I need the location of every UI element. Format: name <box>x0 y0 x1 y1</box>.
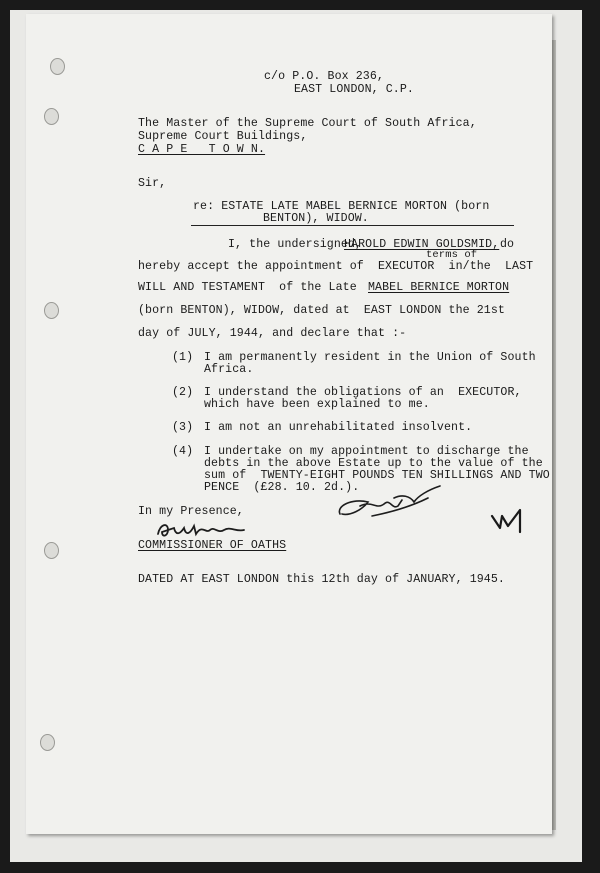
item-4-line-3: sum of TWENTY-EIGHT POUNDS TEN SHILLINGS AND TWO <box>204 469 550 482</box>
recipient-line-3: C A P E T O W N. <box>138 143 266 156</box>
item-4-line-2: debts in the above Estate up to the value of the <box>204 457 543 470</box>
executor-name: HAROLD EDWIN GOLDSMID, <box>344 238 500 251</box>
item-2-number: (2) <box>172 386 194 399</box>
item-2-line-2: which have been explained to me. <box>204 398 430 411</box>
address-line-2: EAST LONDON, C.P. <box>294 83 414 96</box>
item-2-line-1: I understand the obligations of an EXECUTOR, <box>204 386 522 399</box>
item-1-line-1: I am permanently resident in the Union of South <box>204 351 536 364</box>
recipient-line-1: The Master of the Supreme Court of South Africa, <box>138 117 477 130</box>
presence-label: In my Presence, <box>138 505 244 518</box>
re-line-2: BENTON), WIDOW. <box>263 212 369 225</box>
check-mark <box>488 506 524 536</box>
punch-hole-3 <box>44 302 59 319</box>
handwritten-insertion: terms of <box>426 249 478 261</box>
body-line-1-intro: I, the undersigned, <box>228 238 363 251</box>
body-line-1-end: do <box>500 238 515 251</box>
salutation: Sir, <box>138 177 167 190</box>
re-line-1: re: ESTATE LATE MABEL BERNICE MORTON (born <box>193 200 490 213</box>
item-3-number: (3) <box>172 421 194 434</box>
body-line-3: WILL AND TESTAMENT of the Late <box>138 281 357 294</box>
item-4-line-1: I undertake on my appointment to discharge the <box>204 445 529 458</box>
item-3-line-1: I am not an unrehabilitated insolvent. <box>204 421 473 434</box>
body-line-4: (born BENTON), WIDOW, dated at EAST LONDON the 21st <box>138 304 505 317</box>
address-line-1: c/o P.O. Box 236, <box>264 70 384 83</box>
item-1-number: (1) <box>172 351 194 364</box>
body-line-2: hereby accept the appointment of EXECUTOR in/the LAST <box>138 260 534 273</box>
executor-signature <box>332 476 452 526</box>
recipient-line-2: Supreme Court Buildings, <box>138 130 308 143</box>
document-page <box>26 14 552 834</box>
body-line-5: day of JULY, 1944, and declare that :- <box>138 327 407 340</box>
item-4-line-4: PENCE (£28. 10. 2d.). <box>204 481 360 494</box>
punch-hole-2 <box>44 108 59 125</box>
item-1-line-2: Africa. <box>204 363 254 376</box>
commissioner-of-oaths: COMMISSIONER OF OATHS <box>138 539 287 552</box>
punch-hole-5 <box>40 734 55 751</box>
re-underline <box>191 225 514 226</box>
page-edge-shadow <box>552 40 556 830</box>
testator-name: MABEL BERNICE MORTON <box>368 281 510 294</box>
item-4-number: (4) <box>172 445 194 458</box>
punch-hole-4 <box>44 542 59 559</box>
dated-line: DATED AT EAST LONDON this 12th day of JANUARY, 1945. <box>138 573 505 586</box>
punch-hole-1 <box>50 58 65 75</box>
